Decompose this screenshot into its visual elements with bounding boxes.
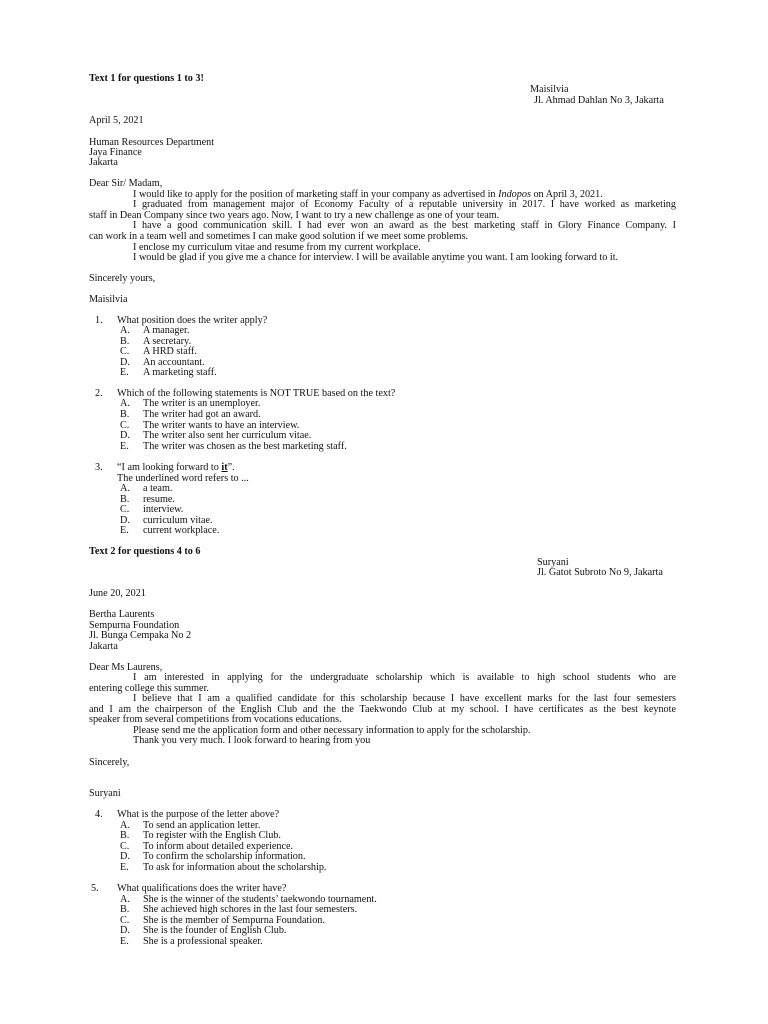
option-text: current workplace.	[143, 525, 220, 536]
option-text: She is the member of Sempurna Foundation.	[143, 915, 325, 926]
option-letter: E.	[120, 441, 129, 452]
text1-closing: Sincerely yours,	[89, 273, 156, 284]
option-letter: D.	[120, 851, 130, 862]
option-text: To send an application letter.	[143, 820, 261, 831]
text1-sender-address: Jl. Ahmad Dahlan No 3, Jakarta	[534, 95, 664, 106]
question-text: What is the purpose of the letter above?	[117, 809, 280, 820]
text1-body-line: can work in a team well and sometimes I can make good solution if we meet some problems.	[89, 231, 469, 242]
option-text: A marketing staff.	[143, 367, 217, 378]
question-text	[117, 462, 235, 473]
text2-recipient-line: Jl. Bunga Cempaka No 2	[89, 630, 192, 641]
option-letter: C.	[120, 841, 130, 852]
text2-sender-address: Jl. Gatot Subroto No 9, Jakarta	[537, 567, 663, 578]
option-letter: A.	[120, 894, 130, 905]
option-letter: D.	[120, 515, 130, 526]
option-letter: B.	[120, 409, 130, 420]
text1-salutation: Dear Sir/ Madam,	[89, 178, 163, 189]
text2-sender-name: Suryani	[537, 557, 569, 568]
option-letter: D.	[120, 430, 130, 441]
option-letter: B.	[120, 336, 130, 347]
text2-closing: Sincerely,	[89, 757, 130, 768]
text2-body-line: entering college this summer.	[89, 683, 209, 694]
option-letter: C.	[120, 420, 130, 431]
text1-recipient-line: Jakarta	[89, 157, 118, 168]
option-text: She is the founder of English Club.	[143, 925, 287, 936]
option-letter: A.	[120, 483, 130, 494]
option-letter: D.	[120, 925, 130, 936]
text1-heading: Text 1 for questions 1 to 3!	[89, 73, 204, 84]
option-text: The writer wants to have an interview.	[143, 420, 300, 431]
text2-salutation: Dear Ms Laurens,	[89, 662, 163, 673]
text2-heading: Text 2 for questions 4 to 6	[89, 546, 201, 557]
text1-signature: Maisilvia	[89, 294, 128, 305]
text1-body-line: I graduated from management major of Economy Faculty of a reputable university in 2017. I have worked as marketing	[133, 199, 676, 210]
option-letter: A.	[120, 325, 130, 336]
option-text: The writer had got an award.	[143, 409, 261, 420]
text2-recipient-line: Bertha Laurents	[89, 609, 155, 620]
option-letter: B.	[120, 904, 130, 915]
text1-body-post: on April 3, 2021.	[530, 189, 603, 200]
option-letter: B.	[120, 830, 130, 841]
question-quote-pre: “I am looking forward to	[117, 462, 222, 473]
option-text: The writer also sent her curriculum vitae.	[143, 430, 312, 441]
text1-sender-name: Maisilvia	[530, 84, 569, 95]
text1-body-line: I would be glad if you give me a chance for interview. I will be available anytime you want. I am looking forward to it.	[133, 252, 619, 263]
option-text: resume.	[143, 494, 175, 505]
text1-body-line: I enclose my curriculum vitae and resume from my current workplace.	[133, 242, 421, 253]
option-text: She achieved high schores in the last four semesters.	[143, 904, 358, 915]
option-text: interview.	[143, 504, 184, 515]
text1-recipient-line: Human Resources Department	[89, 137, 215, 148]
question-text: Which of the following statements is NOT TRUE based on the text?	[117, 388, 396, 399]
option-letter: E.	[120, 367, 129, 378]
question-text: What qualifications does the writer have?	[117, 883, 287, 894]
option-text: A manager.	[143, 325, 190, 336]
question-number: 3.	[95, 462, 103, 473]
option-text: To ask for information about the scholarship.	[143, 862, 327, 873]
option-text: curriculum vitae.	[143, 515, 213, 526]
option-text: She is the winner of the students’ taekwondo tournament.	[143, 894, 377, 905]
option-text: She is a professional speaker.	[143, 936, 263, 947]
option-letter: B.	[120, 494, 130, 505]
option-text: A HRD staff.	[143, 346, 197, 357]
option-letter: E.	[120, 525, 129, 536]
text2-signature: Suryani	[89, 788, 121, 799]
question-text: The underlined word refers to ...	[117, 473, 249, 484]
option-letter: A.	[120, 398, 130, 409]
option-text: A secretary.	[143, 336, 191, 347]
text1-date: April 5, 2021	[89, 115, 144, 126]
text2-recipient-line: Jakarta	[89, 641, 118, 652]
text1-body-line: staff in Dean Company since two years ago. Now, I want to try a new challenge as one of your team.	[89, 210, 500, 221]
option-text: To confirm the scholarship information.	[143, 851, 306, 862]
text2-body-line: and I am the chairperson of the English Club and the the Taekwondo Club at my school. I have certificates as the best keynote	[89, 704, 676, 715]
option-text: An accountant.	[143, 357, 205, 368]
option-letter: C.	[120, 915, 130, 926]
option-text: a team.	[143, 483, 173, 494]
text2-body-line: speaker from several competitions from vocations educations.	[89, 714, 342, 725]
question-quote-underlined: it	[221, 462, 228, 473]
text2-body-line: I am interested in applying for the undergraduate scholarship which is available to high school students who are	[133, 672, 676, 683]
text2-body-line: Thank you very much. I look forward to hearing from you	[133, 735, 371, 746]
option-letter: C.	[120, 346, 130, 357]
text1-body-pre: I would like to apply for the position of marketing staff in your company as advertised in	[133, 189, 499, 200]
option-letter: A.	[120, 820, 130, 831]
text2-date: June 20, 2021	[89, 588, 146, 599]
option-text: To inform about detailed experience.	[143, 841, 294, 852]
option-letter: C.	[120, 504, 130, 515]
option-text: The writer was chosen as the best marketing staff.	[143, 441, 347, 452]
option-letter: E.	[120, 862, 129, 873]
question-number: 1.	[95, 315, 103, 326]
option-text: The writer is an unemployer.	[143, 398, 261, 409]
question-text: What position does the writer apply?	[117, 315, 268, 326]
question-quote-post: ”.	[227, 462, 235, 473]
question-number: 2.	[95, 388, 103, 399]
text2-body-line: I believe that I am a qualified candidate for this scholarship because I have excellent marks for the last four semesters	[133, 693, 676, 704]
text2-recipient-line: Sempurna Foundation	[89, 620, 180, 631]
option-letter: E.	[120, 936, 129, 947]
text1-recipient-line: Jaya Finance	[89, 147, 142, 158]
question-number: 4.	[95, 809, 103, 820]
option-text: To register with the English Club.	[143, 830, 281, 841]
text2-body-line: Please send me the application form and other necessary information to apply for the scholarship.	[133, 725, 531, 736]
text1-body-italic: Indopos	[498, 189, 531, 200]
option-letter: D.	[120, 357, 130, 368]
text1-body-line: I have a good communication skill. I had ever won an award as the best marketing staff in Glory Finance Company. I	[133, 220, 676, 231]
question-number: 5.	[91, 883, 99, 894]
